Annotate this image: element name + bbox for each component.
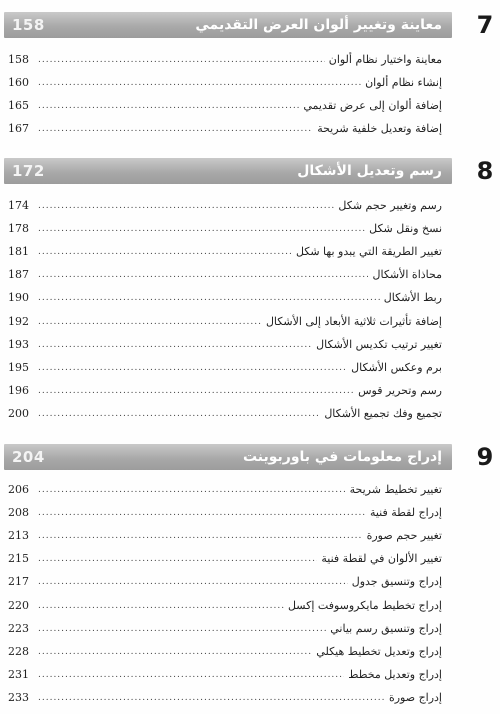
chapter-banner: [4, 444, 452, 470]
entry-title: تغيير ترتيب تكديس الأشكال: [316, 337, 442, 351]
entry-page: 220: [8, 598, 29, 612]
entry-title: إدراج صورة: [388, 691, 442, 705]
dot-leader: [38, 668, 344, 682]
entry-page: 231: [8, 668, 29, 682]
toc-entry[interactable]: [8, 501, 442, 524]
entry-page: 160: [8, 75, 29, 89]
entry-title: برم وعكس الأشكال: [351, 360, 442, 374]
dot-leader: [38, 483, 346, 497]
entry-page: 167: [8, 122, 29, 136]
chapter-number: 7: [476, 11, 494, 39]
toc-entry[interactable]: [8, 617, 442, 640]
entry-title: إدراج وتنسيق جدول: [351, 575, 442, 589]
dot-leader: [38, 122, 313, 136]
dot-leader: [38, 407, 320, 421]
entry-title: نسخ ونقل شكل: [369, 221, 442, 235]
entry-page: 206: [8, 482, 29, 496]
entry-page: 223: [8, 621, 29, 635]
entry-title: محاذاة الأشكال: [372, 268, 442, 282]
toc-entry[interactable]: [8, 356, 442, 379]
toc-entry[interactable]: [8, 664, 442, 687]
entry-title: إدراج وتنسيق رسم بياني: [330, 621, 442, 635]
toc-entry[interactable]: [8, 48, 442, 71]
entry-title: إدراج وتعديل تخطيط هيكلي: [316, 644, 442, 658]
toc-entry[interactable]: [8, 403, 442, 426]
entry-page: 181: [8, 244, 29, 258]
entry-title: إدراج لقطة فنية: [369, 505, 442, 519]
entry-page: 178: [8, 221, 29, 235]
dot-leader: [38, 199, 334, 213]
entry-title: إدراج تخطيط مايكروسوفت إكسل: [287, 598, 442, 612]
dot-leader: [38, 245, 292, 259]
chapter-banner: [4, 158, 452, 184]
entry-title: تغيير تخطيط شريحة: [349, 482, 442, 496]
entry-title: تغيير الطريقة التي يبدو بها شكل: [295, 244, 442, 258]
entry-page: 208: [8, 505, 29, 519]
toc-entry[interactable]: [8, 264, 442, 287]
entry-page: 187: [8, 268, 29, 282]
toc-entry[interactable]: [8, 217, 442, 240]
dot-leader: [38, 691, 385, 705]
entry-page: 158: [8, 52, 29, 66]
entry-page: 195: [8, 360, 29, 374]
toc-entry[interactable]: [8, 94, 442, 117]
dot-leader: [38, 599, 284, 613]
dot-leader: [38, 315, 262, 329]
entry-title: تجميع وفك تجميع الأشكال: [324, 407, 442, 421]
entry-page: 217: [8, 575, 29, 589]
entry-title: إضافة ألوان إلى عرض تقديمي: [303, 98, 442, 112]
entry-page: 165: [8, 98, 29, 112]
toc-list: [8, 478, 442, 710]
chapter-start-page: 172: [12, 162, 45, 180]
dot-leader: [38, 361, 347, 375]
dot-leader: [38, 76, 361, 90]
entry-page: 193: [8, 337, 29, 351]
entry-title: إضافة وتعديل خلفية شريحة: [317, 122, 442, 136]
toc-entry[interactable]: [8, 687, 442, 710]
entry-title: رسم وتحرير قوس: [358, 384, 442, 398]
toc-entry[interactable]: [8, 571, 442, 594]
dot-leader: [38, 622, 326, 636]
dot-leader: [38, 222, 365, 236]
dot-leader: [38, 506, 366, 520]
entry-page: 196: [8, 384, 29, 398]
toc-entry[interactable]: [8, 594, 442, 617]
dot-leader: [38, 529, 363, 543]
toc-entry[interactable]: [8, 333, 442, 356]
entry-title: إدراج وتعديل مخطط: [348, 668, 442, 682]
toc-entry[interactable]: [8, 524, 442, 547]
toc-entry[interactable]: [8, 240, 442, 263]
dot-leader: [38, 338, 312, 352]
dot-leader: [38, 291, 380, 305]
toc-entry[interactable]: [8, 287, 442, 310]
entry-title: إضافة تأثيرات ثلاثية الأبعاد إلى الأشكال: [265, 314, 442, 328]
entry-title: تغيير الألوان في لقطة فنية: [321, 552, 442, 566]
toc-entry[interactable]: [8, 380, 442, 403]
entry-page: 174: [8, 198, 29, 212]
dot-leader: [38, 268, 368, 282]
dot-leader: [38, 99, 299, 113]
chapter-start-page: 158: [12, 16, 45, 34]
toc-entry[interactable]: [8, 640, 442, 663]
entry-title: ربط الأشكال: [383, 291, 442, 305]
toc-list: [8, 194, 442, 426]
dot-leader: [38, 645, 312, 659]
entry-title: تغيير حجم صورة: [366, 528, 442, 542]
dot-leader: [38, 552, 317, 566]
entry-title: رسم وتغيير حجم شكل: [338, 198, 442, 212]
chapter-number: 9: [476, 443, 494, 471]
entry-page: 215: [8, 552, 29, 566]
toc-entry[interactable]: [8, 118, 442, 141]
chapter-number: 8: [476, 157, 494, 185]
toc-entry[interactable]: [8, 71, 442, 94]
dot-leader: [38, 384, 354, 398]
chapter-banner: [4, 12, 452, 38]
chapter-start-page: 204: [12, 448, 45, 466]
chapter-title: إدراج معلومات في باوربوينت: [242, 449, 442, 465]
chapter-title: رسم وتعديل الأشكال: [297, 163, 442, 179]
entry-title: معاينة واختيار نظام ألوان: [328, 52, 442, 66]
toc-list: [8, 48, 442, 141]
entry-page: 190: [8, 291, 29, 305]
toc-entry[interactable]: [8, 310, 442, 333]
toc-entry[interactable]: [8, 194, 442, 217]
entry-page: 200: [8, 407, 29, 421]
toc-entry[interactable]: [8, 548, 442, 571]
entry-page: 233: [8, 691, 29, 705]
entry-page: 213: [8, 528, 29, 542]
entry-page: 192: [8, 314, 29, 328]
entry-title: إنشاء نظام ألوان: [365, 75, 442, 89]
toc-entry[interactable]: [8, 478, 442, 501]
entry-page: 228: [8, 644, 29, 658]
dot-leader: [38, 575, 348, 589]
chapter-title: معاينة وتغيير ألوان العرض التقديمي: [195, 17, 442, 33]
dot-leader: [38, 53, 325, 67]
